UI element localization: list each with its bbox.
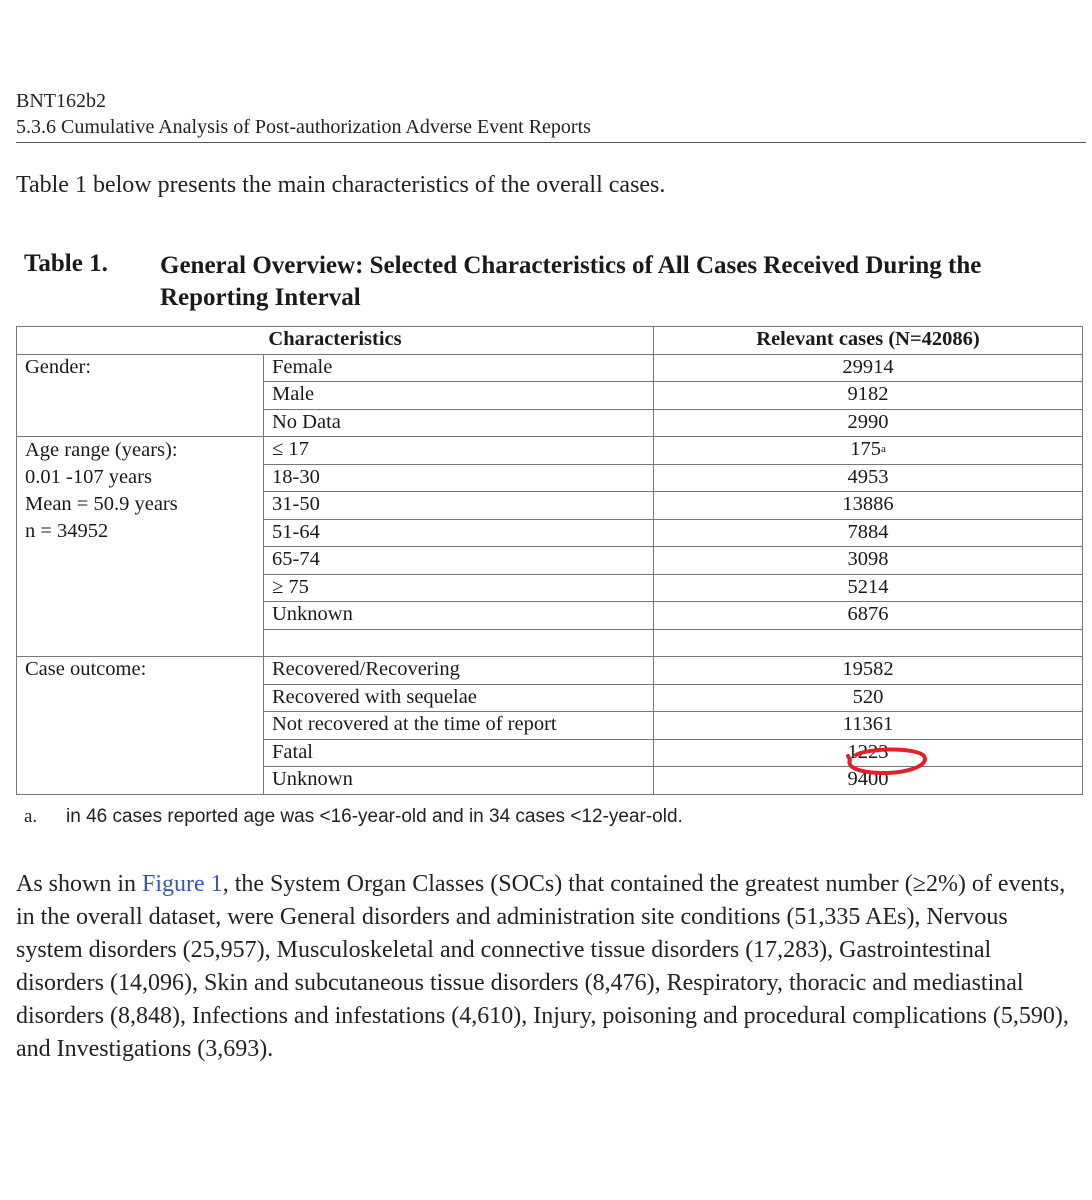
row-value: 11361	[654, 712, 1083, 740]
row-value: 3098	[654, 547, 1083, 575]
row-value: 5214	[654, 574, 1083, 602]
red-circle-annotation	[846, 746, 928, 776]
header-relevant-cases: Relevant cases (N=42086)	[654, 327, 1083, 355]
header-rule	[16, 142, 1086, 143]
row-name: Male	[264, 382, 654, 410]
row-name: 51-64	[264, 519, 654, 547]
intro-text: Table 1 below presents the main characteristics of the overall cases.	[16, 172, 666, 198]
footnote-text: in 46 cases reported age was <16-year-old and in 34 cases <12-year-old.	[66, 806, 683, 827]
document-header	[16, 88, 1086, 140]
table-title: General Overview: Selected Characteristics of All Cases Received During the Reporting Interval	[160, 252, 982, 311]
section-title: 5.3.6 Cumulative Analysis of Post-authorization Adverse Event Reports	[16, 116, 591, 138]
footnote-label: a.	[24, 806, 38, 827]
gender-label: Gender:	[17, 354, 264, 437]
table-row	[17, 354, 1083, 382]
doc-id: BNT162b2	[16, 90, 106, 112]
age-label-line: Age range (years):	[25, 439, 178, 461]
row-value: 7884	[654, 519, 1083, 547]
row-name: Fatal	[264, 739, 654, 767]
row-value: 13886	[654, 492, 1083, 520]
row-name: Unknown	[264, 602, 654, 630]
characteristics-table	[16, 326, 1083, 795]
row-name: 18-30	[264, 464, 654, 492]
age-label-line: n = 34952	[25, 520, 109, 542]
row-name: 31-50	[264, 492, 654, 520]
age-label	[17, 437, 264, 657]
table-row	[17, 437, 1083, 465]
footnote-marker: a	[880, 443, 886, 455]
paragraph-body: , the System Organ Classes (SOCs) that contained the greatest number (≥2%) of events, in the overall dataset, were General disorders and administration site conditions (51,335 AEs), Nervous system disorders (25,957), Musculoskeletal and connective tissue disorders (17,283), Gastrointestinal disorders (14,096), Skin and subcutaneous tissue disorders (8,476), Respiratory, thoracic and mediastinal disorders (8,848), Infections and infestations (4,610), Injury, poisoning and procedural complications (5,590), and Investigations (3,693).	[16, 871, 1069, 1062]
outcome-label: Case outcome:	[17, 657, 264, 795]
table-label: Table 1.	[24, 250, 108, 277]
row-value: 29914	[654, 354, 1083, 382]
row-name: Recovered with sequelae	[264, 684, 654, 712]
row-name: 65-74	[264, 547, 654, 575]
row-name: Female	[264, 354, 654, 382]
row-value: 9182	[654, 382, 1083, 410]
figure-1-link[interactable]: Figure 1	[142, 871, 223, 897]
table-header-row	[17, 327, 1083, 355]
row-name: Not recovered at the time of report	[264, 712, 654, 740]
spacer-cell	[654, 629, 1083, 657]
age-label-line: 0.01 -107 years	[25, 466, 152, 488]
header-characteristics: Characteristics	[17, 327, 654, 355]
row-name: ≤ 17	[264, 437, 654, 465]
row-value-fatal: 1223	[654, 739, 1083, 767]
row-name: Unknown	[264, 767, 654, 795]
spacer-cell	[264, 629, 654, 657]
table-row	[17, 657, 1083, 685]
body-paragraph	[16, 868, 1078, 1066]
row-value	[654, 437, 1083, 465]
row-value: 4953	[654, 464, 1083, 492]
row-value: 520	[654, 684, 1083, 712]
row-value: 2990	[654, 409, 1083, 437]
table-footnote	[24, 806, 683, 828]
row-name: ≥ 75	[264, 574, 654, 602]
age-label-line: Mean = 50.9 years	[25, 493, 178, 515]
row-value-number: 175	[850, 438, 881, 460]
row-value: 6876	[654, 602, 1083, 630]
row-name: Recovered/Recovering	[264, 657, 654, 685]
row-value: 9400	[654, 767, 1083, 795]
row-name: No Data	[264, 409, 654, 437]
paragraph-lead: As shown in	[16, 871, 143, 897]
row-value: 19582	[654, 657, 1083, 685]
